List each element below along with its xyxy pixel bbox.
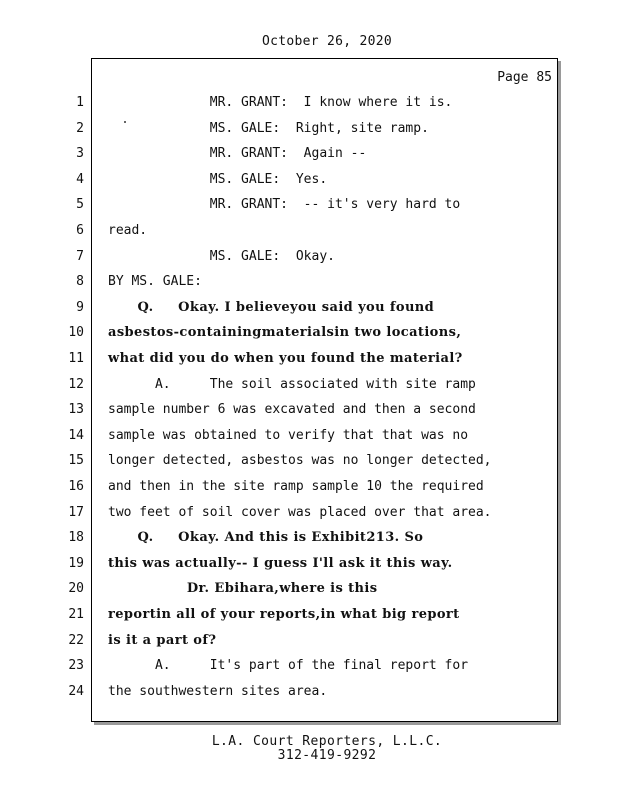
- line-text: sample was obtained to verify that that was no: [108, 428, 469, 443]
- line-text: this was actually-- I guess I'll ask it this way.: [108, 556, 453, 571]
- transcript-date: October 26, 2020: [261, 34, 393, 49]
- line-number: 19: [68, 556, 84, 571]
- line-text: MR. GRANT: Again --: [108, 146, 367, 161]
- line-number: 10: [68, 325, 84, 340]
- line-text: two feet of soil cover was placed over that area.: [108, 505, 492, 520]
- reporter-company: L.A. Court Reporters, L.L.C.: [211, 734, 443, 749]
- line-number: 3: [76, 146, 84, 161]
- line-number: 23: [68, 658, 84, 673]
- line-number: 24: [68, 684, 84, 699]
- line-text: Q. Okay. And this is Exhibit213. So: [108, 530, 424, 545]
- line-text: read.: [108, 223, 148, 238]
- line-number: 18: [68, 530, 84, 545]
- page-number: Page 85: [497, 70, 552, 85]
- line-number: 12: [68, 377, 84, 392]
- line-text: longer detected, asbestos was no longer detected,: [108, 453, 492, 468]
- reporter-phone: 312-419-9292: [277, 748, 377, 763]
- line-number: 8: [76, 274, 84, 289]
- line-text: Q. Okay. I believeyou said you found: [108, 300, 435, 315]
- line-number: 16: [68, 479, 84, 494]
- line-number: 17: [68, 505, 84, 520]
- line-text: reportin all of your reports,in what big report: [108, 607, 460, 622]
- line-number: 4: [76, 172, 84, 187]
- line-text: MR. GRANT: -- it's very hard to: [108, 197, 461, 212]
- line-number: 5: [76, 197, 84, 212]
- line-number: 13: [68, 402, 84, 417]
- line-number: 14: [68, 428, 84, 443]
- line-number: 7: [76, 249, 84, 264]
- line-number: 22: [68, 633, 84, 648]
- line-number: 21: [68, 607, 84, 622]
- line-number: 11: [68, 351, 84, 366]
- line-text: MS. GALE: Right, site ramp.: [108, 121, 429, 136]
- line-text: and then in the site ramp sample 10 the required: [108, 479, 484, 494]
- line-number: 9: [76, 300, 84, 315]
- line-text: asbestos-containingmaterialsin two locations,: [108, 325, 462, 340]
- line-text: MS. GALE: Yes.: [108, 172, 328, 187]
- line-text: BY MS. GALE:: [108, 274, 202, 289]
- line-text: MR. GRANT: I know where it is.: [108, 95, 453, 110]
- line-text: MS. GALE: Okay.: [108, 249, 335, 264]
- line-number: 20: [68, 581, 84, 596]
- line-text: Dr. Ebihara,where is this: [108, 581, 378, 596]
- line-text: is it a part of?: [108, 633, 217, 648]
- line-text: A. The soil associated with site ramp: [108, 377, 476, 392]
- line-text: the southwestern sites area.: [108, 684, 328, 699]
- line-text: A. It's part of the final report for: [108, 658, 469, 673]
- line-number: 1: [76, 95, 84, 110]
- line-number: 15: [68, 453, 84, 468]
- line-text: what did you do when you found the material?: [108, 351, 463, 366]
- line-text: sample number 6 was excavated and then a second: [108, 402, 476, 417]
- line-number: 6: [76, 223, 84, 238]
- line-number: 2: [76, 121, 84, 136]
